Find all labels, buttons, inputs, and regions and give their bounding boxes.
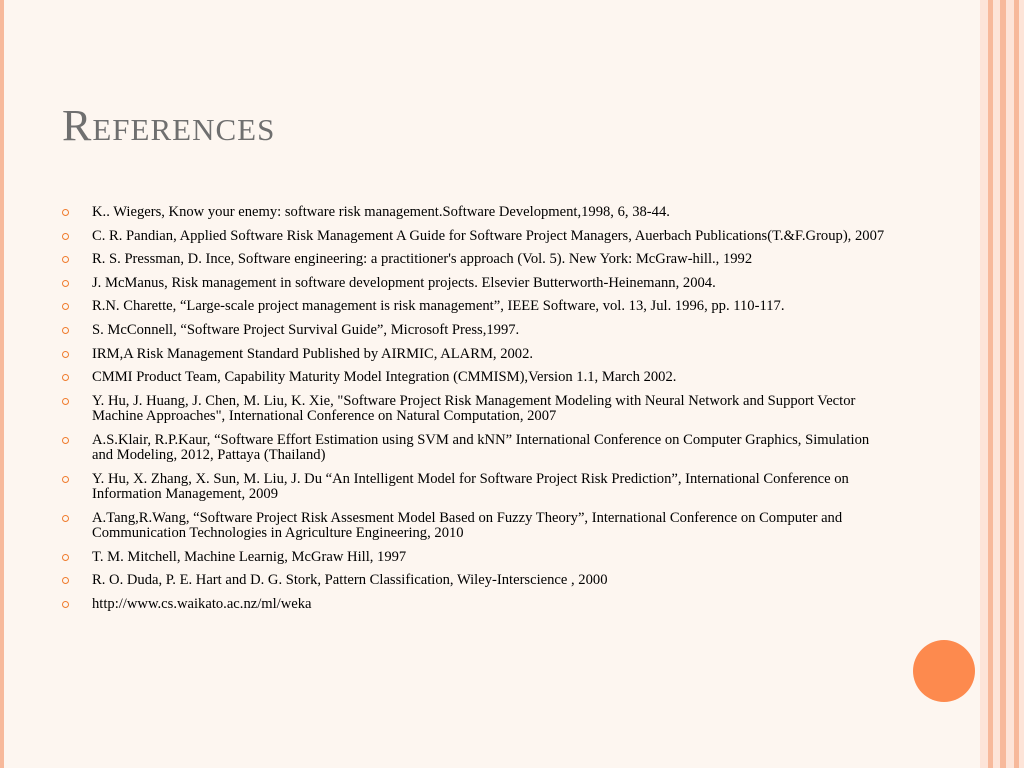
stripe bbox=[980, 0, 988, 768]
circle-bullet-icon bbox=[62, 256, 69, 263]
right-stripe-decoration bbox=[980, 0, 1024, 768]
reference-text: R. S. Pressman, D. Ince, Software engineering: a practitioner's approach (Vol. 5). New York: McGraw-hill., 1992 bbox=[92, 251, 753, 268]
circle-bullet-icon bbox=[62, 437, 69, 444]
list-item bbox=[62, 573, 892, 588]
list-item bbox=[62, 433, 892, 464]
stripe bbox=[993, 0, 1000, 768]
reference-text: http://www.cs.waikato.ac.nz/ml/weka bbox=[92, 595, 312, 612]
reference-text: C. R. Pandian, Applied Software Risk Management A Guide for Software Project Managers, Auerbach Publications(T.&F.Group), 2007 bbox=[92, 227, 885, 244]
reference-text: J. McManus, Risk management in software development projects. Elsevier Butterworth-Heinemann, 2004. bbox=[92, 274, 716, 291]
reference-text: R.N. Charette, “Large-scale project management is risk management”, IEEE Software, vol. 13, Jul. 1996, pp. 110-117. bbox=[92, 298, 785, 315]
reference-text: T. M. Mitchell, Machine Learnig, McGraw Hill, 1997 bbox=[92, 548, 407, 565]
circle-bullet-icon bbox=[62, 374, 69, 381]
list-item bbox=[62, 597, 892, 612]
stripe bbox=[1019, 0, 1024, 768]
list-item bbox=[62, 550, 892, 565]
circle-bullet-icon bbox=[62, 601, 69, 608]
left-border-decoration bbox=[0, 0, 4, 768]
circle-bullet-icon bbox=[62, 280, 69, 287]
reference-text: A.Tang,R.Wang, “Software Project Risk Assesment Model Based on Fuzzy Theory”, International Conference on Computer and Communication Technologies in Agriculture Engineering, 2010 bbox=[92, 509, 843, 542]
reference-text: R. O. Duda, P. E. Hart and D. G. Stork, Pattern Classification, Wiley-Interscience , 2000 bbox=[92, 572, 608, 589]
list-item bbox=[62, 511, 892, 542]
reference-text: Y. Hu, J. Huang, J. Chen, M. Liu, K. Xie, "Software Project Risk Management Modeling with Neural Network and Support Vector Machine Approaches", International Conference on Natural Computation, 2007 bbox=[92, 392, 856, 425]
reference-text: IRM,A Risk Management Standard Published by AIRMIC, ALARM, 2002. bbox=[92, 345, 534, 362]
circle-bullet-icon bbox=[62, 577, 69, 584]
list-item bbox=[62, 276, 892, 291]
circle-bullet-icon bbox=[62, 398, 69, 405]
list-item bbox=[62, 229, 892, 244]
list-item bbox=[62, 472, 892, 503]
reference-text: A.S.Klair, R.P.Kaur, “Software Effort Estimation using SVM and kNN” International Conference on Computer Graphics, Simulation and Modeling, 2012, Pattaya (Thailand) bbox=[92, 431, 870, 464]
circle-bullet-icon bbox=[62, 351, 69, 358]
list-item bbox=[62, 394, 892, 425]
list-item bbox=[62, 252, 892, 267]
circle-bullet-icon bbox=[62, 327, 69, 334]
stripe bbox=[1006, 0, 1014, 768]
reference-text: Y. Hu, X. Zhang, X. Sun, M. Liu, J. Du “An Intelligent Model for Software Project Risk Prediction”, International Conference on Information Management, 2009 bbox=[92, 470, 849, 503]
circle-bullet-icon bbox=[62, 554, 69, 561]
reference-text: CMMI Product Team, Capability Maturity Model Integration (CMMISM),Version 1.1, March 2002. bbox=[92, 369, 677, 386]
reference-text: S. McConnell, “Software Project Survival Guide”, Microsoft Press,1997. bbox=[92, 321, 520, 338]
slide-title: References bbox=[62, 101, 276, 150]
circle-bullet-icon bbox=[62, 515, 69, 522]
list-item bbox=[62, 205, 892, 220]
reference-list bbox=[62, 205, 892, 621]
list-item bbox=[62, 323, 892, 338]
decorative-circle bbox=[913, 640, 975, 702]
list-item bbox=[62, 347, 892, 362]
circle-bullet-icon bbox=[62, 233, 69, 240]
circle-bullet-icon bbox=[62, 303, 69, 310]
circle-bullet-icon bbox=[62, 476, 69, 483]
circle-bullet-icon bbox=[62, 209, 69, 216]
reference-text: K.. Wiegers, Know your enemy: software risk management.Software Development,1998, 6, 38-44. bbox=[92, 204, 670, 220]
list-item bbox=[62, 370, 892, 385]
list-item bbox=[62, 299, 892, 314]
